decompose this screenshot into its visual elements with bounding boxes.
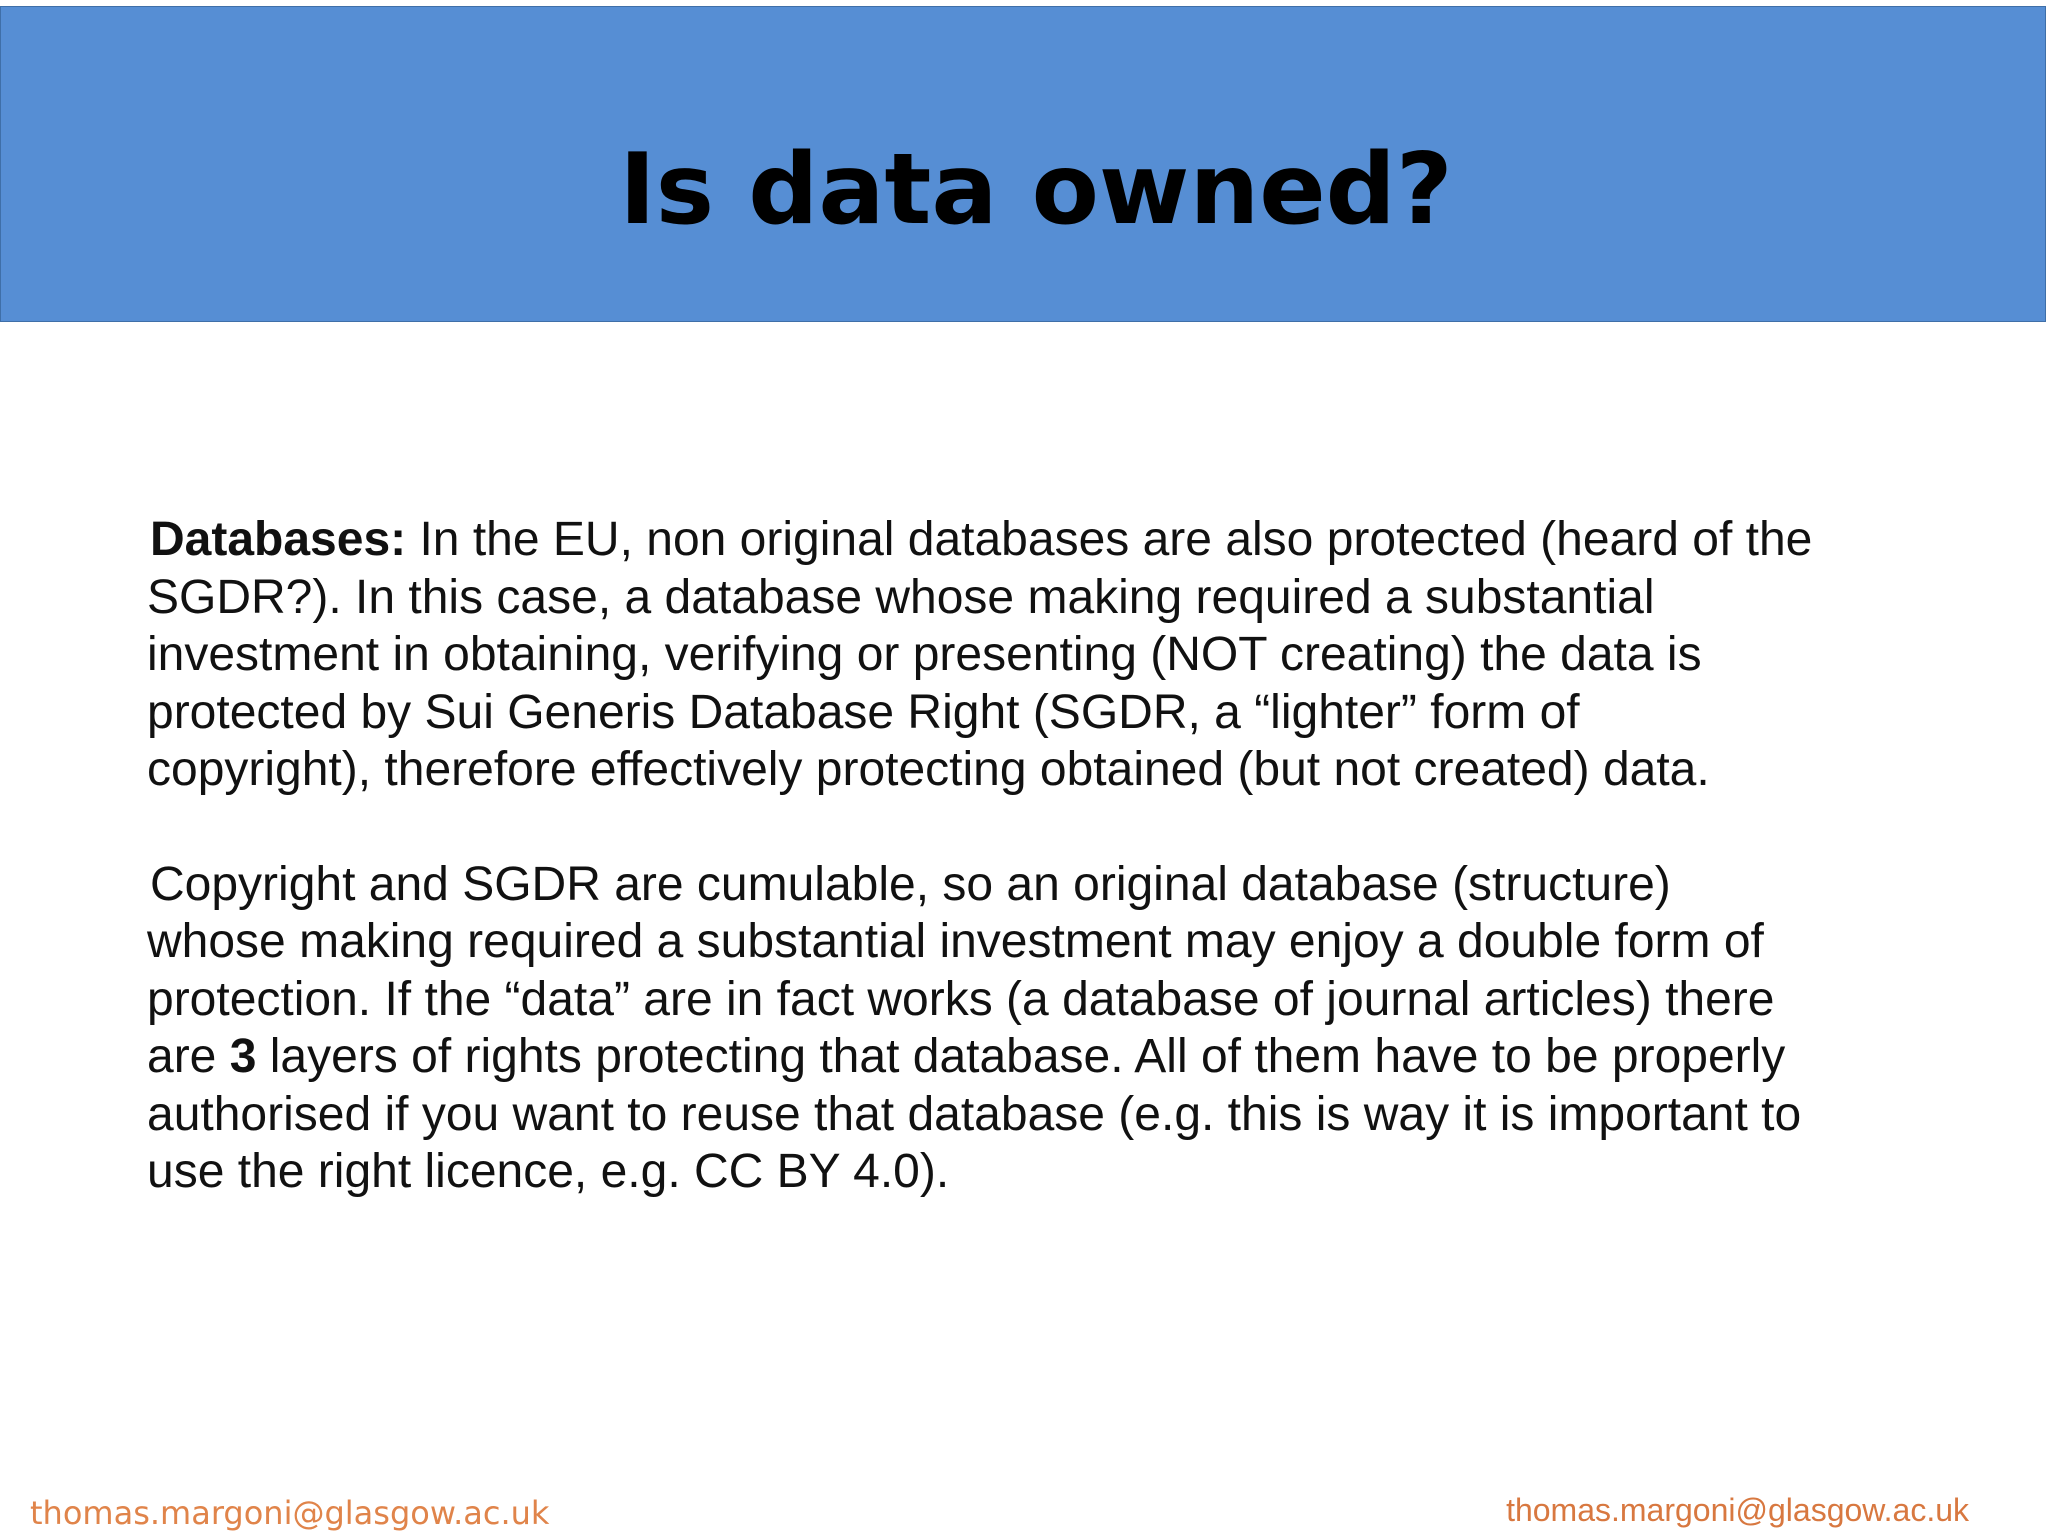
line-text: In the EU, non original databases are also protected (heard of the bbox=[406, 513, 1813, 566]
slide-body bbox=[147, 511, 1947, 1201]
paragraph-line: SGDR?). In this case, a database whose making required a substantial bbox=[147, 570, 1655, 624]
paragraph-line: whose making required a substantial investment may enjoy a double form of bbox=[147, 915, 1764, 968]
paragraph-line: investment in obtaining, verifying or presenting (NOT creating) the data is bbox=[147, 628, 1702, 681]
paragraph-line: Copyright and SGDR are cumulable, so an original database (structure) bbox=[150, 857, 1671, 911]
paragraph-line bbox=[147, 511, 1947, 569]
paragraph-line: authorised if you want to reuse that database (e.g. this is way it is important to bbox=[147, 1087, 1802, 1141]
paragraph-line bbox=[147, 1028, 1947, 1086]
line-text: layers of rights protecting that database. All of them have to be properly bbox=[256, 1030, 1786, 1083]
footer-email-right: thomas.margoni@glasgow.ac.uk bbox=[1506, 1492, 1969, 1528]
footer-email-left: thomas.margoni@glasgow.ac.uk bbox=[30, 1494, 550, 1532]
bold-lead: Databases: bbox=[150, 513, 407, 566]
paragraph-line: protected by Sui Generis Database Right (SGDR, a “lighter” form of bbox=[147, 685, 1580, 739]
slide-title: Is data owned? bbox=[619, 133, 1453, 247]
paragraph-databases bbox=[147, 511, 1947, 799]
paragraph-line: copyright), therefore effectively protecting obtained (but not created) data. bbox=[147, 743, 1710, 796]
paragraph-copyright-sgdr bbox=[147, 856, 1947, 1201]
bold-number: 3 bbox=[229, 1030, 257, 1083]
line-text: are bbox=[147, 1030, 230, 1083]
paragraph-line: use the right licence, e.g. CC BY 4.0). bbox=[147, 1145, 950, 1198]
paragraph-line: protection. If the “data” are in fact works (a database of journal articles) there bbox=[147, 972, 1775, 1026]
